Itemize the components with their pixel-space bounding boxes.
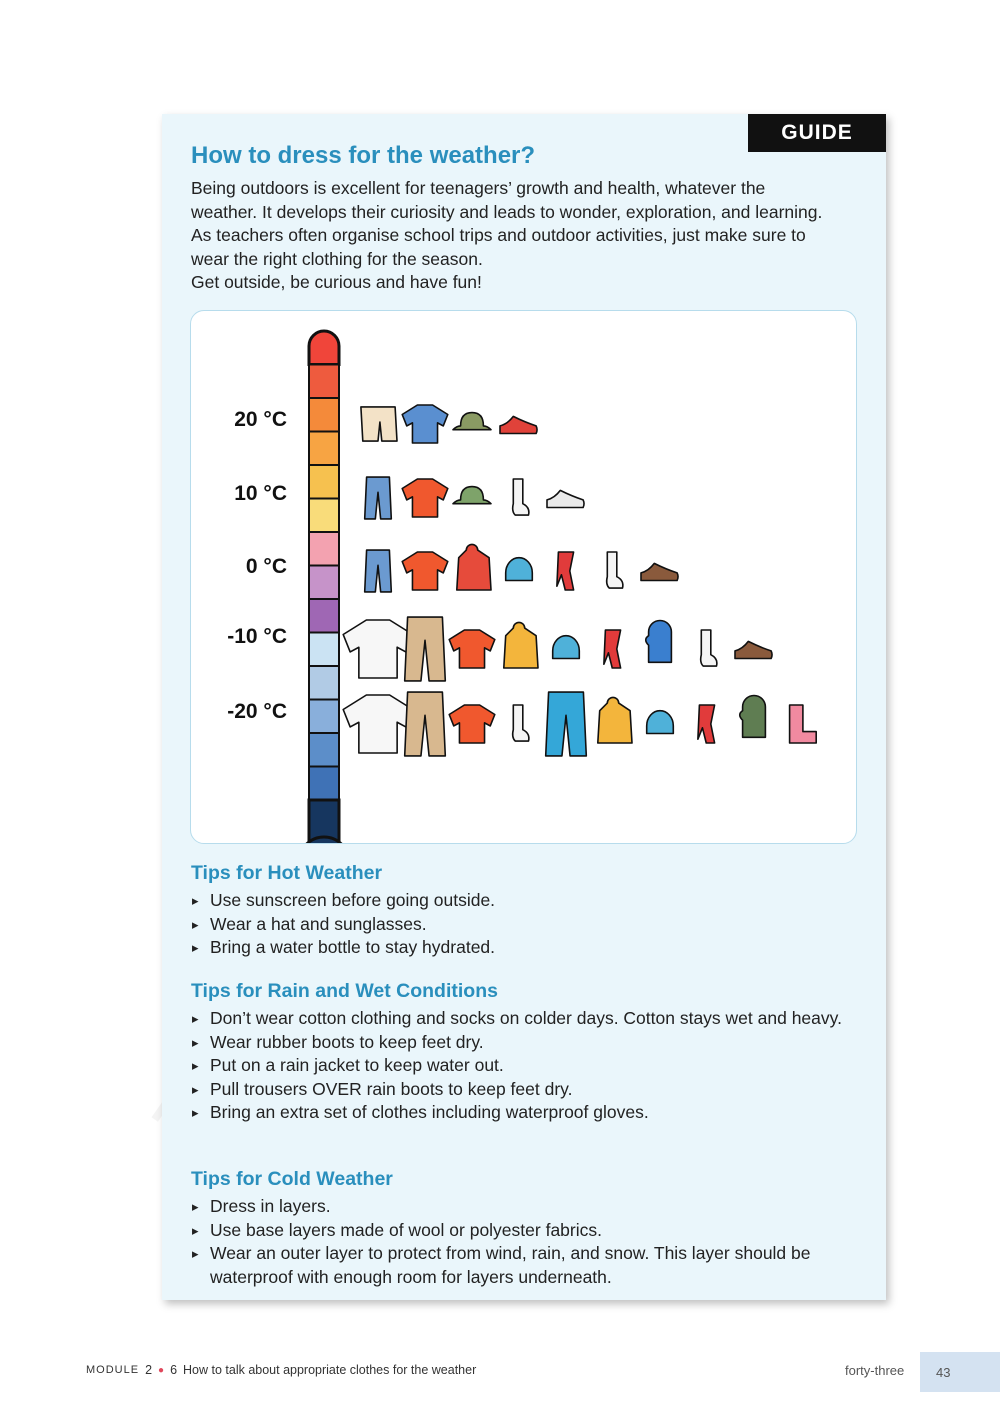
tip-item: ▸ Pull trousers OVER rain boots to keep feet dry. bbox=[191, 1078, 871, 1102]
shoes-icon bbox=[641, 563, 678, 580]
tip-item: ▸ Bring an extra set of clothes including waterproof gloves. bbox=[191, 1101, 871, 1125]
thermometer-segment bbox=[309, 767, 339, 801]
tshirt-icon bbox=[402, 405, 448, 443]
clothing-row bbox=[361, 405, 537, 443]
temperature-label: 0 °C bbox=[245, 555, 287, 578]
beanie-icon bbox=[506, 558, 533, 581]
temperature-label: 10 °C bbox=[234, 482, 287, 505]
bullet-dot-icon: ● bbox=[158, 1364, 165, 1376]
tips-cold-weather bbox=[191, 1168, 871, 1289]
sweater-icon bbox=[449, 630, 495, 668]
thermometer-segment bbox=[309, 499, 339, 533]
module-label: MODULE bbox=[86, 1364, 140, 1376]
shorts-icon bbox=[361, 407, 397, 441]
page-words: forty-three bbox=[845, 1363, 905, 1378]
page-number: 43 bbox=[920, 1352, 1000, 1392]
lesson-title: How to talk about appropriate clothes for the weather bbox=[183, 1363, 477, 1377]
intro-line: wear the right clothing for the season. bbox=[191, 248, 483, 269]
shoes-icon bbox=[735, 641, 772, 658]
jeans-icon bbox=[365, 550, 392, 592]
cap-icon bbox=[453, 487, 491, 504]
snow-pants-icon bbox=[546, 692, 587, 756]
rubber-boots-icon bbox=[790, 705, 817, 743]
thermometer-cap bbox=[309, 331, 339, 364]
sweater-icon bbox=[449, 705, 495, 743]
thermometer-svg bbox=[191, 311, 856, 843]
jeans-icon bbox=[365, 477, 392, 519]
bucket-hat-icon bbox=[453, 413, 491, 430]
tip-item: ▸ Use base layers made of wool or polyester fabrics. bbox=[191, 1219, 871, 1243]
thermometer-segment bbox=[309, 532, 339, 566]
temperature-label: -10 °C bbox=[227, 625, 287, 648]
sandals-icon bbox=[500, 416, 537, 433]
socks-icon bbox=[513, 705, 529, 741]
tip-item: ▸ Wear a hat and sunglasses. bbox=[191, 913, 871, 937]
socks-icon bbox=[607, 552, 623, 588]
scarf-icon bbox=[557, 552, 574, 590]
intro-line: Get outside, be curious and have fun! bbox=[191, 272, 482, 292]
thermal-underwear-icon bbox=[343, 695, 413, 753]
down-jacket-icon bbox=[504, 622, 538, 668]
tip-item: ▸ Put on a rain jacket to keep water out. bbox=[191, 1054, 871, 1078]
tip-item: ▸ Don’t wear cotton clothing and socks on colder days. Cotton stays wet and heavy. bbox=[191, 1007, 871, 1031]
mittens-icon bbox=[740, 696, 766, 738]
intro-text bbox=[191, 177, 871, 295]
temperature-label: 20 °C bbox=[234, 408, 287, 431]
thermometer-segment bbox=[309, 599, 339, 633]
trousers-icon bbox=[405, 617, 446, 681]
clothing-row bbox=[343, 617, 772, 681]
sneakers-icon bbox=[547, 490, 584, 507]
tips-rain-weather bbox=[191, 980, 871, 1125]
thermometer-segment bbox=[309, 666, 339, 700]
thermometer-segment bbox=[309, 432, 339, 466]
scarf-icon bbox=[698, 705, 715, 743]
guide-tag: GUIDE bbox=[748, 114, 886, 152]
lesson-number: 6 bbox=[170, 1363, 178, 1377]
thermometer-chart bbox=[190, 310, 857, 844]
temperature-label: -20 °C bbox=[227, 700, 287, 723]
clothing-row bbox=[365, 477, 584, 519]
sweater-icon bbox=[402, 552, 448, 590]
socks-icon bbox=[513, 479, 529, 515]
footer-module bbox=[86, 1363, 476, 1377]
thermometer-segment bbox=[309, 398, 339, 432]
sweater-icon bbox=[402, 479, 448, 517]
guide-card bbox=[162, 114, 886, 1300]
tip-item: ▸ Bring a water bottle to stay hydrated. bbox=[191, 936, 871, 960]
thermometer-tube bbox=[299, 331, 349, 843]
tip-item: ▸ Wear an outer layer to protect from wind, rain, and snow. This layer should be waterproof with enough room for layers underneath. bbox=[191, 1242, 871, 1289]
socks-icon bbox=[701, 630, 717, 666]
rain-jacket-icon bbox=[457, 544, 491, 590]
thermometer-segment bbox=[309, 700, 339, 734]
page-title: How to dress for the weather? bbox=[191, 142, 536, 169]
thermometer-segment bbox=[309, 566, 339, 600]
tips-heading: Tips for Cold Weather bbox=[191, 1168, 393, 1190]
module-number: 2 bbox=[145, 1363, 153, 1377]
thermometer-segment bbox=[309, 465, 339, 499]
intro-line: As teachers often organise school trips and outdoor activities, just make sure to bbox=[191, 225, 806, 245]
tips-hot-weather bbox=[191, 862, 871, 960]
beanie-icon bbox=[553, 636, 580, 659]
tip-item: ▸ Dress in layers. bbox=[191, 1195, 871, 1219]
beanie-icon bbox=[647, 711, 674, 734]
thermometer-segment bbox=[309, 633, 339, 667]
intro-line: weather. It develops their curiosity and leads to wonder, exploration, and learning. bbox=[191, 201, 823, 222]
trousers-icon bbox=[405, 692, 446, 756]
tips-heading: Tips for Rain and Wet Conditions bbox=[191, 980, 498, 1002]
gloves-icon bbox=[646, 621, 672, 663]
tip-item: ▸ Wear rubber boots to keep feet dry. bbox=[191, 1031, 871, 1055]
clothing-row bbox=[365, 544, 678, 592]
thermometer-bulb bbox=[299, 837, 349, 843]
tip-item: ▸ Use sunscreen before going outside. bbox=[191, 889, 871, 913]
thermometer-segment bbox=[309, 365, 339, 399]
intro-line: Being outdoors is excellent for teenagers’ growth and health, whatever the bbox=[191, 178, 766, 198]
clothing-row bbox=[343, 692, 816, 756]
down-jacket-icon bbox=[598, 697, 632, 743]
thermometer-segment bbox=[309, 733, 339, 767]
scarf-icon bbox=[604, 630, 621, 668]
tips-heading: Tips for Hot Weather bbox=[191, 862, 383, 884]
thermal-underwear-icon bbox=[343, 620, 413, 678]
